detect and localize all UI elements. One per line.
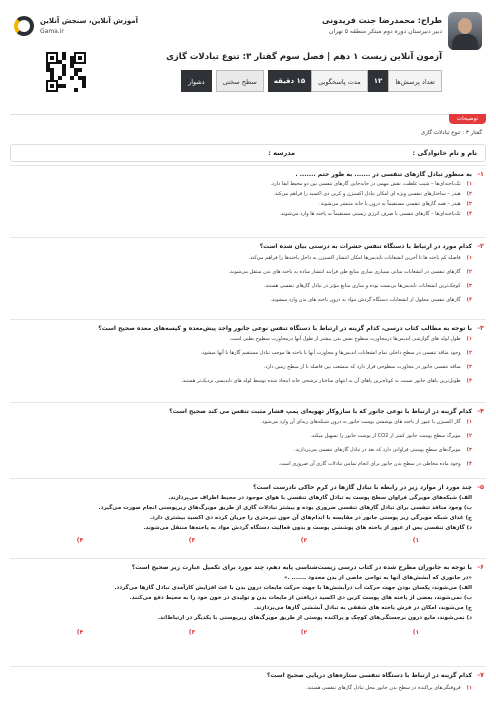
question-7: [10, 666, 486, 700]
statement-d: د) گازهای تنفسی پس از عبور از یاخته های پوششی پوست و بدون فعالیت دستگاه گردش مواد به یاخته‌ها منتقل می‌شوند.: [143, 525, 472, 531]
question-number: ۲-: [477, 242, 484, 250]
option-4[interactable]: ۴)تک‌یاخته‌ای‌ها – گازهای تنفسی با صرف انرژی زیستی مستقیماً به یاخته ها وارد می‌شوند.: [279, 211, 472, 217]
question-count-label: تعداد پرسش‌ها: [388, 70, 442, 92]
duration-label: مدت پاسخگویی: [311, 70, 368, 92]
question-4: [10, 402, 486, 478]
option-2[interactable]: ۲)وجود منافذ تنفسی در سطح داخلی تمام انشعابات اندیس‌ها و مجاورت آنها با یاخته ها موجب تبادل مستقیم گازها با آنها میشود.: [200, 350, 472, 356]
question-text: کدام گزینه در ارتباط با نوعی جانور که با سازوکار تهویه‌ای پمپ فشار مثبت تنفس می کند صحیح است؟: [169, 408, 472, 415]
option-3[interactable]: ۳)مویرگ‌های سطح پوستی فراوانی دارد که بعد در تبادل گازهای تنفسی می‌پردازند.: [294, 447, 472, 453]
option-1[interactable]: ۱)گاز اکسیژن با عبور از یاخته های پوششی پوست جانور به درون شبکه‌های ریه‌ای آن وارد می‌شود.: [260, 419, 472, 425]
school-label: مدرسه :: [268, 149, 295, 157]
question-number: ۶-: [477, 563, 484, 571]
answer-4[interactable]: ۴): [76, 537, 84, 544]
answer-3[interactable]: ۳): [188, 537, 196, 544]
description-divider: [10, 114, 486, 128]
duration-value: ۱۵ دقیقه: [268, 70, 311, 92]
question-1: [10, 165, 486, 223]
question-text: کدام مورد در ارتباط با دستگاه تنفس حشرات به درستی بیان شده است؟: [259, 243, 472, 250]
option-1[interactable]: ۱)فروفتگی‌های پراکنده در سطح بدن جانور محل تبادل گازهای تنفسی هستند.: [306, 685, 472, 691]
statement-b: ب) وجود منافذ تنفسی برای تبادل گازهای تنفسی ضروری بوده و بیشتر تبادلات گازی از طریق مویرگ‌های زیرپوستی انجام صورت می‌گیرد.: [98, 505, 472, 511]
option-4[interactable]: ۴)طویل‌ترین پاهای جانور نسبت به کوتاه‌ترین پاهای آن به انتهای ساختار ترشحی خانه اینجاد شده توسط لوله های نایدیسی نزدیک‌تر هستند.: [181, 378, 472, 384]
statement-c: ج) غذای شبکه مویرگی زیر پوستی جانور در مقایسه با اندام‌های آن خون تیره‌تری را جریان کرده دی اکسید بیشتری دارد.: [149, 515, 472, 521]
logo-name: آموزش آنلاین، سنجش آنلاین: [40, 17, 139, 25]
question-number: ۱-: [477, 170, 484, 178]
question-2: [10, 237, 486, 315]
question-5: [10, 478, 486, 558]
statement-b: ب) نمی‌شوند، بعضی از یاخته های پوست کربن دی اکسید دریافتی از مایعات بدن و تولیدی در خون خود را به محیط دفع می‌کنند.: [129, 595, 472, 601]
answer-1[interactable]: ۱): [412, 537, 420, 544]
option-1[interactable]: ۱)فاصله کم یاخته ها تا آخرین انشعابات نایدیس‌ها امکان انتشار اکسیژن به داخل یاخته‌ها را فراهم می‌کند.: [248, 255, 472, 261]
student-info-row: [10, 144, 486, 162]
answer-choices: [24, 537, 472, 544]
answer-2[interactable]: ۲): [300, 537, 308, 544]
difficulty-value: دشوار: [181, 70, 212, 92]
logo-url: Gama.ir: [40, 28, 64, 35]
option-4[interactable]: ۴)گازهای تنفسی محلول از انشعابات دستگاه گردش مواد به درون یاخته های بدن وارد میشوند.: [270, 297, 472, 303]
option-3[interactable]: ۳)کوچک‌ترین انشعابات نایدیس‌ها بی‌بست بوده و ساری منابع مؤثر در تبادل گازهای تنفسی هستند.: [263, 283, 472, 289]
author-photo: [448, 12, 482, 50]
gama-logo[interactable]: [14, 14, 139, 44]
question-number: ۵-: [477, 483, 484, 491]
exam-header: [10, 8, 486, 108]
option-3[interactable]: ۳)هیدر – همه گازهای تنفسی مستقیماً به درون یا خانه منتشر می‌شوند.: [319, 201, 472, 207]
exam-info-bar: [181, 70, 442, 92]
statement-c: ج) می‌شوند، امکان در فرش یاخته های شفقی به تبادل آبششی گازها می‌پردازند.: [254, 605, 472, 611]
author-name: طراح: محمدرضا جنت فریدونی: [321, 16, 442, 25]
statement-intro: «در جانوری که آبشش‌های آنها به نواحی خاصی از بدن محدود ....... .»: [284, 575, 472, 581]
option-1[interactable]: ۱)تک‌یاخته‌ای‌ها – شیب غلظت، نقش مهمی در جابه‌جایی گازهای تنفسی بین دو محیط ایفا دارد.: [270, 181, 472, 187]
student-name-label: نام و نام خانوادگی :: [412, 149, 477, 157]
statement-d: د) نمی‌شوند، مایع درون برجستگی‌های کوچک و پراکنده پوستی از طریق مویرگ‌های زیرپوستی با یکدیگر در ارتباط‌اند.: [157, 615, 472, 621]
gama-logo-icon: [14, 16, 34, 36]
answer-3[interactable]: ۳): [188, 629, 196, 636]
question-6: [10, 558, 486, 664]
option-2[interactable]: ۲)مویرگ سطح پوست جانور کمتر از CO2 از پوست جانور را تسهیل میکند.: [310, 433, 472, 439]
answer-choices: [24, 629, 472, 636]
section-title: گفتار ۳ : تنوع تبادلات گازی: [420, 130, 482, 136]
question-text: با توجه به جانوران مطرح شده در کتاب درسی زیست‌شناسی پایه دهم، چند مورد برای تکمیل عبارت زیر صحیح است؟: [131, 564, 472, 571]
option-2[interactable]: ۲)گازهای تنفسی در انشعابات میانی بسیاری ساری منابع طی فرایند انتشار ساده به یاخته های بدن منتقل می‌شوند.: [228, 269, 472, 275]
qr-code-icon: [46, 52, 86, 92]
question-text: کدام گزینه در ارتباط با دستگاه تنفسی ستاره‌های دریایی صحیح است؟: [266, 672, 472, 679]
option-1[interactable]: ۱)طول لوله های گوارشی اندیس‌ها درمجاورت سطوح نفس بدن بیشتر از طول آنها درمجاورت سطوح بطنی است.: [229, 336, 472, 342]
question-number: ۴-: [477, 407, 484, 415]
question-text: به منظور تبادل گازهای تنفسی در ....... به طور حتم ....... .: [295, 171, 472, 178]
statement-a: الف) می‌شوند، یکسان بودن جهت حرکت آب درآبشش‌ها با جهت حرکت مایعات درون بدن با عث افزایش کارآمدی تبادل گازها می‌گردد.: [114, 585, 472, 591]
exam-title: آزمون آنلاین زیست ۱ دهم | فصل سوم گفتار ۳: تنوع تبادلات گازی: [166, 52, 442, 62]
answer-1[interactable]: ۱): [412, 629, 420, 636]
question-text: چند مورد از موارد زیر در رابطه با تبادل گازها در کرم خاکی نادرست است؟: [252, 484, 472, 491]
author-role: دبیر دبیرستان دوره دوم مبتکر منطقه ۵ تهران: [329, 28, 442, 35]
question-count-value: ۱۲: [368, 70, 389, 92]
difficulty-label: سطح سختی: [216, 70, 264, 92]
question-number: ۷-: [477, 671, 484, 679]
question-3: [10, 319, 486, 401]
answer-2[interactable]: ۲): [300, 629, 308, 636]
option-2[interactable]: ۲)هیدر – ساختارهای تنفسی ویژه ای امکان تبادل اکسیژن و کربن دی اکسید را فراهم می‌کند.: [273, 191, 472, 197]
question-number: ۳-: [477, 324, 484, 332]
option-4[interactable]: ۴)وجود ماده مخاطی در سطح بدن جانور برای انجام تمامی تبادلات گازی آن ضروری است.: [278, 461, 472, 467]
question-text: با توجه به مطالب کتاب درسی، کدام گزینه در ارتباط با دستگاه تنفس نوعی جانور واجد پیش‌معده و کیسه‌های معده صحیح است؟: [98, 325, 472, 332]
answer-4[interactable]: ۴): [76, 629, 84, 636]
description-tag: توضیحات: [449, 114, 486, 124]
statement-a: الف) شبکه‌های مویرگی فراوان سطح پوست به تبادل گازهای تنفسی با هوای موجود در محیط اطراف می‌پردازند.: [168, 495, 472, 501]
option-3[interactable]: ۳)منافذ تنفسی جانور در مجاورت سطوحی قرار دارد که منشعب بین فاصله با از سطح زمین دارد.: [263, 364, 472, 370]
